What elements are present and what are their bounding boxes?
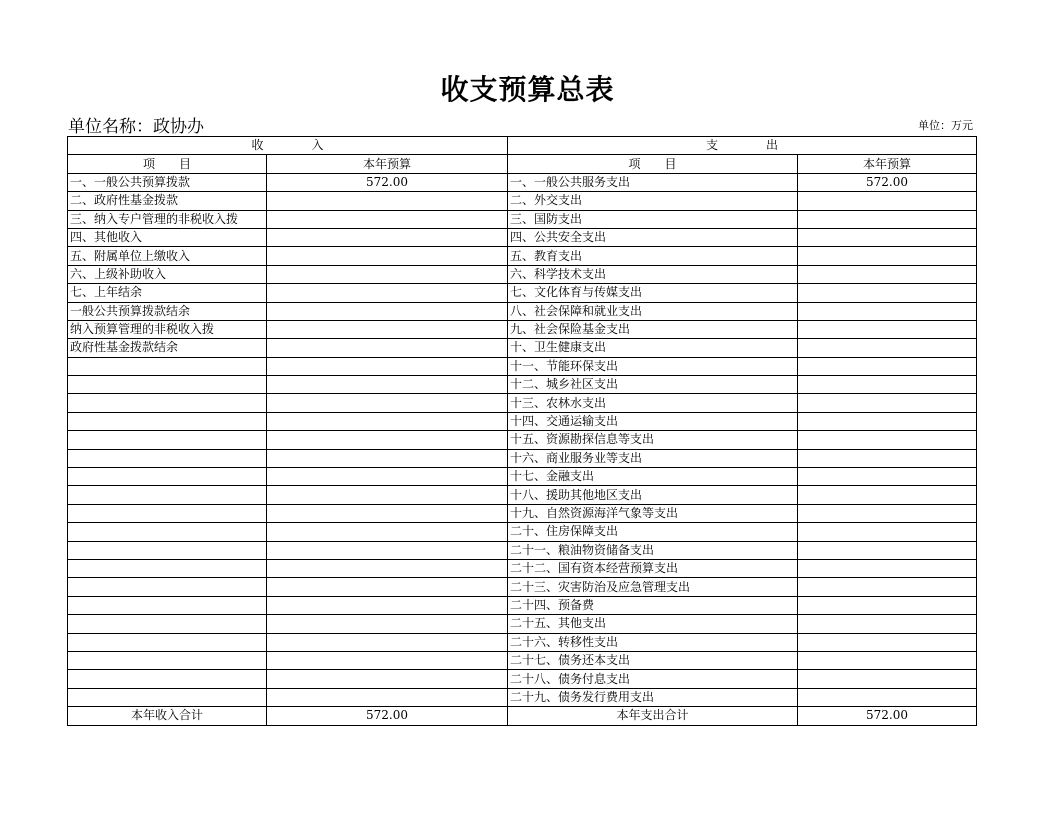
expense-budget-cell [798, 523, 977, 541]
income-item-cell: 一般公共预算拨款结余 [68, 302, 267, 320]
table-row [68, 284, 977, 302]
income-item-cell: 政府性基金拨款结余 [68, 339, 267, 357]
expense-budget-cell [798, 357, 977, 375]
income-item-cell [68, 431, 267, 449]
table-row [68, 302, 977, 320]
expense-item-cell: 十五、资源勘探信息等支出 [508, 431, 798, 449]
income-item-cell [68, 670, 267, 688]
income-item-cell [68, 541, 267, 559]
income-budget-cell [267, 578, 508, 596]
expense-item-cell: 四、公共安全支出 [508, 228, 798, 246]
expense-budget-cell [798, 615, 977, 633]
table-row [68, 504, 977, 522]
section-header-row [68, 137, 977, 155]
income-budget-cell [267, 523, 508, 541]
income-budget-cell [267, 431, 508, 449]
expense-item-cell: 二十六、转移性支出 [508, 633, 798, 651]
expense-total-value: 572.00 [798, 707, 977, 725]
expense-budget-cell: 572.00 [798, 173, 977, 191]
expense-item-cell: 一、一般公共服务支出 [508, 173, 798, 191]
expense-item-cell: 九、社会保险基金支出 [508, 320, 798, 338]
income-item-header: 项 目 [68, 155, 267, 173]
table-row [68, 633, 977, 651]
income-budget-cell [267, 357, 508, 375]
expense-budget-cell [798, 412, 977, 430]
income-budget-cell [267, 412, 508, 430]
expense-section-header: 支 出 [508, 137, 977, 155]
income-budget-cell [267, 596, 508, 614]
expense-budget-cell [798, 228, 977, 246]
income-total-label: 本年收入合计 [68, 707, 267, 725]
income-budget-cell [267, 339, 508, 357]
table-row [68, 596, 977, 614]
expense-item-cell: 三、国防支出 [508, 210, 798, 228]
income-budget-cell [267, 670, 508, 688]
table-row [68, 615, 977, 633]
table-row [68, 247, 977, 265]
income-item-cell [68, 651, 267, 669]
expense-budget-cell [798, 320, 977, 338]
income-item-cell [68, 523, 267, 541]
income-budget-cell [267, 265, 508, 283]
table-row [68, 210, 977, 228]
expense-item-cell: 二十一、粮油物资储备支出 [508, 541, 798, 559]
income-budget-cell [267, 449, 508, 467]
table-row [68, 192, 977, 210]
expense-item-cell: 二十二、国有资本经营预算支出 [508, 559, 798, 577]
table-row [68, 320, 977, 338]
page-title: 收支预算总表 [440, 73, 615, 106]
expense-budget-cell [798, 670, 977, 688]
expense-item-cell: 二十、住房保障支出 [508, 523, 798, 541]
expense-item-cell: 二十五、其他支出 [508, 615, 798, 633]
expense-budget-header: 本年预算 [798, 155, 977, 173]
income-budget-cell [267, 468, 508, 486]
income-budget-cell [267, 504, 508, 522]
expense-budget-cell [798, 559, 977, 577]
expense-item-cell: 二十九、债务发行费用支出 [508, 688, 798, 706]
table-row [68, 431, 977, 449]
expense-item-cell: 二十七、债务还本支出 [508, 651, 798, 669]
table-row [68, 339, 977, 357]
expense-budget-cell [798, 651, 977, 669]
income-item-cell [68, 468, 267, 486]
income-budget-cell [267, 541, 508, 559]
income-item-cell: 三、纳入专户管理的非税收入拨 [68, 210, 267, 228]
income-budget-cell [267, 284, 508, 302]
expense-item-cell: 二、外交支出 [508, 192, 798, 210]
income-total-value: 572.00 [267, 707, 508, 725]
income-budget-header: 本年预算 [267, 155, 508, 173]
income-item-cell [68, 486, 267, 504]
expense-budget-cell [798, 192, 977, 210]
expense-budget-cell [798, 541, 977, 559]
table-row [68, 449, 977, 467]
income-item-cell [68, 578, 267, 596]
totals-row [68, 707, 977, 725]
table-row [68, 486, 977, 504]
expense-item-cell: 二十四、预备费 [508, 596, 798, 614]
expense-budget-cell [798, 449, 977, 467]
unit-name: 单位名称：政协办 [68, 117, 204, 137]
income-budget-cell [267, 247, 508, 265]
income-budget-cell [267, 228, 508, 246]
expense-item-cell: 六、科学技术支出 [508, 265, 798, 283]
income-item-cell: 一、一般公共预算拨款 [68, 173, 267, 191]
income-item-cell: 二、政府性基金拨款 [68, 192, 267, 210]
income-budget-cell [267, 615, 508, 633]
table-row [68, 357, 977, 375]
income-item-cell: 七、上年结余 [68, 284, 267, 302]
income-item-cell [68, 449, 267, 467]
income-budget-cell [267, 688, 508, 706]
expense-budget-cell [798, 688, 977, 706]
expense-item-cell: 七、文化体育与传媒支出 [508, 284, 798, 302]
income-item-cell [68, 412, 267, 430]
income-item-cell [68, 504, 267, 522]
expense-budget-cell [798, 376, 977, 394]
expense-budget-cell [798, 247, 977, 265]
table-row [68, 394, 977, 412]
expense-total-label: 本年支出合计 [508, 707, 798, 725]
table-row [68, 523, 977, 541]
income-budget-cell [267, 559, 508, 577]
expense-item-cell: 五、教育支出 [508, 247, 798, 265]
income-item-cell: 六、上级补助收入 [68, 265, 267, 283]
expense-item-cell: 十、卫生健康支出 [508, 339, 798, 357]
expense-item-cell: 二十八、债务付息支出 [508, 670, 798, 688]
income-item-cell [68, 376, 267, 394]
income-section-header: 收 入 [68, 137, 508, 155]
expense-item-cell: 十二、城乡社区支出 [508, 376, 798, 394]
income-budget-cell [267, 651, 508, 669]
table-row [68, 468, 977, 486]
table-row [68, 670, 977, 688]
income-item-cell: 四、其他收入 [68, 228, 267, 246]
table-row [68, 559, 977, 577]
expense-item-cell: 二十三、灾害防治及应急管理支出 [508, 578, 798, 596]
income-item-cell [68, 596, 267, 614]
expense-budget-cell [798, 284, 977, 302]
expense-item-cell: 八、社会保障和就业支出 [508, 302, 798, 320]
expense-budget-cell [798, 339, 977, 357]
table-row [68, 412, 977, 430]
currency-unit-label: 单位：万元 [918, 119, 973, 132]
income-item-cell [68, 357, 267, 375]
table-row [68, 578, 977, 596]
table-row [68, 541, 977, 559]
table-row [68, 173, 977, 191]
expense-budget-cell [798, 486, 977, 504]
table-row [68, 228, 977, 246]
income-item-cell [68, 615, 267, 633]
expense-item-cell: 十八、援助其他地区支出 [508, 486, 798, 504]
table-row [68, 265, 977, 283]
expense-budget-cell [798, 596, 977, 614]
expense-budget-cell [798, 265, 977, 283]
income-budget-cell [267, 486, 508, 504]
expense-item-cell: 十三、农林水支出 [508, 394, 798, 412]
income-budget-cell [267, 302, 508, 320]
column-header-row [68, 155, 977, 173]
income-item-cell [68, 688, 267, 706]
expense-budget-cell [798, 633, 977, 651]
expense-budget-cell [798, 210, 977, 228]
expense-budget-cell [798, 394, 977, 412]
income-budget-cell [267, 210, 508, 228]
income-item-cell [68, 394, 267, 412]
expense-budget-cell [798, 578, 977, 596]
income-budget-cell [267, 192, 508, 210]
income-budget-cell [267, 633, 508, 651]
income-budget-cell: 572.00 [267, 173, 508, 191]
income-item-cell [68, 633, 267, 651]
expense-item-cell: 十七、金融支出 [508, 468, 798, 486]
income-item-cell: 五、附属单位上缴收入 [68, 247, 267, 265]
table-row [68, 688, 977, 706]
expense-budget-cell [798, 431, 977, 449]
table-row [68, 376, 977, 394]
expense-item-header: 项 目 [508, 155, 798, 173]
expense-item-cell: 十九、自然资源海洋气象等支出 [508, 504, 798, 522]
expense-budget-cell [798, 302, 977, 320]
expense-budget-cell [798, 468, 977, 486]
income-budget-cell [267, 320, 508, 338]
income-budget-cell [267, 394, 508, 412]
income-item-cell [68, 559, 267, 577]
expense-budget-cell [798, 504, 977, 522]
budget-summary-table [67, 136, 977, 726]
income-budget-cell [267, 376, 508, 394]
income-item-cell: 纳入预算管理的非税收入拨 [68, 320, 267, 338]
expense-item-cell: 十四、交通运输支出 [508, 412, 798, 430]
expense-item-cell: 十一、节能环保支出 [508, 357, 798, 375]
table-row [68, 651, 977, 669]
expense-item-cell: 十六、商业服务业等支出 [508, 449, 798, 467]
